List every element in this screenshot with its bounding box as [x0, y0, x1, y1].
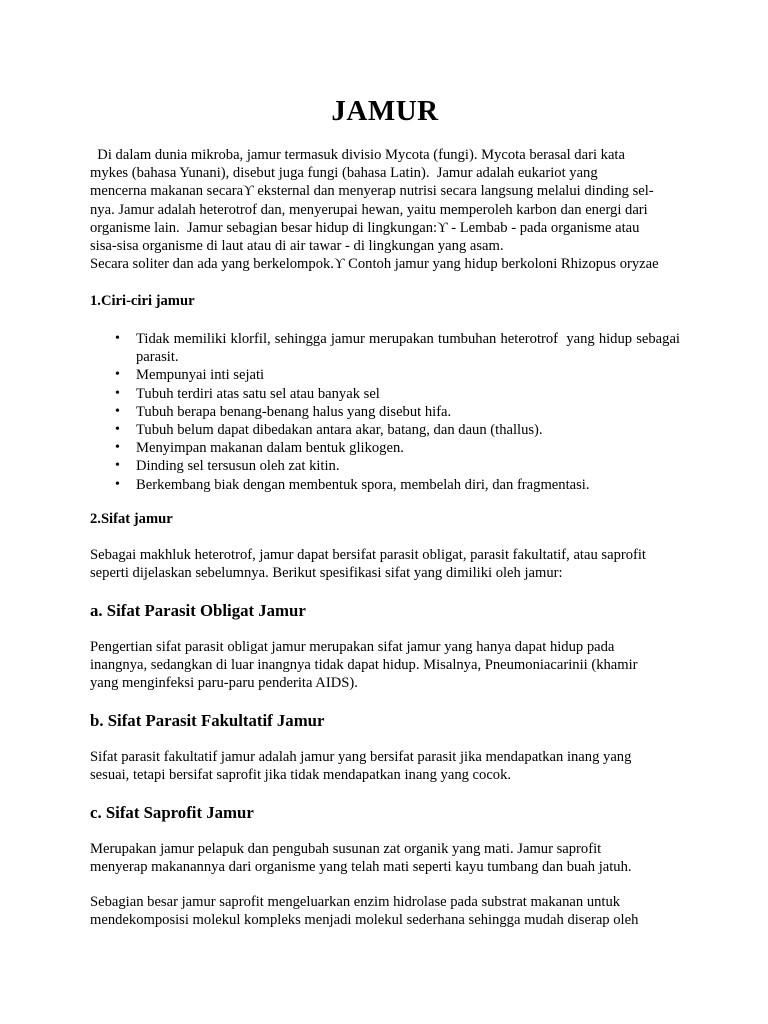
- list-item-text: Menyimpan makanan dalam bentuk glikogen.: [136, 440, 404, 457]
- text-line: sesuai, tetapi bersifat saprofit jika tidak mendapatkan inang yang cocok.: [90, 767, 512, 784]
- text-line: seperti dijelaskan sebelumnya. Berikut spesifikasi sifat yang dimiliki oleh jamur:: [90, 565, 563, 582]
- list-item-text: Berkembang biak dengan membentuk spora, membelah diri, dan fragmentasi.: [136, 476, 590, 493]
- text-line: Di dalam dunia mikroba, jamur termasuk divisio Mycota (fungi). Mycota berasal dari kata: [90, 147, 625, 163]
- sifat-paragraph: [90, 546, 680, 582]
- subheading-saprofit: c. Sifat Saprofit Jamur: [90, 803, 254, 822]
- list-item-text: Dinding sel tersusun oleh zat kitin.: [136, 458, 340, 475]
- saprofit-paragraph-2: [90, 893, 680, 929]
- text-line: Sebagai makhluk heterotrof, jamur dapat bersifat parasit obligat, parasit fakultatif, atau saprofit: [90, 547, 646, 563]
- text-line: inangnya, sedangkan di luar inangnya tidak dapat hidup. Misalnya, Pneumoniacarinii (khamir: [90, 657, 638, 674]
- text-line: menyerap makanannya dari organisme yang telah mati seperti kayu tumbang dan buah jatuh.: [90, 859, 632, 876]
- list-item-text: Tubuh terdiri atas satu sel atau banyak sel: [136, 385, 380, 402]
- list-item-text: Tidak memiliki klorfil, sehingga jamur merupakan tumbuhan heterotrof yang hidup sebagai parasit.: [136, 331, 684, 366]
- bullet-icon: •: [115, 331, 120, 346]
- ciri-list: [112, 330, 684, 494]
- list-item: [112, 476, 680, 494]
- subheading-parasit-fakultatif: b. Sifat Parasit Fakultatif Jamur: [90, 711, 325, 730]
- text-line: mendekomposisi molekul kompleks menjadi molekul sederhana sehingga mudah diserap oleh: [90, 912, 639, 929]
- list-item: [112, 385, 680, 403]
- text-line: Sebagian besar jamur saprofit mengeluarkan enzim hidrolase pada substrat makanan untuk: [90, 894, 621, 910]
- bullet-icon: •: [115, 476, 120, 492]
- text-line: nya. Jamur adalah heterotrof dan, menyerupai hewan, yaitu memperoleh karbon dan energi dari: [90, 201, 648, 218]
- text-line: Secara soliter dan ada yang berkelompok.ϒ Contoh jamur yang hidup berkoloni Rhizopus oryzae: [90, 256, 659, 273]
- bullet-icon: •: [115, 440, 120, 456]
- bullet-icon: •: [115, 367, 120, 383]
- bullet-icon: •: [115, 385, 120, 401]
- text-line: mykes (bahasa Yunani), disebut juga fungi (bahasa Latin). Jamur adalah eukariot yang: [90, 165, 598, 182]
- list-item: [112, 330, 684, 366]
- parasit-obligat-paragraph: [90, 638, 680, 693]
- bullet-icon: •: [115, 458, 120, 474]
- bullet-icon: •: [115, 422, 120, 438]
- list-item-text: Tubuh belum dapat dibedakan antara akar, batang, dan daun (thallus).: [136, 422, 543, 439]
- list-item-text: Tubuh berapa benang-benang halus yang disebut hifa.: [136, 403, 452, 420]
- list-item-text: Mempunyai inti sejati: [136, 367, 265, 384]
- list-item: [112, 403, 680, 421]
- list-item: [112, 366, 680, 384]
- text-line: mencerna makanan secaraϒ eksternal dan menyerap nutrisi secara langsung melalui dinding sel-: [90, 183, 654, 200]
- parasit-fakultatif-paragraph: [90, 748, 680, 784]
- section-heading-ciri: 1.Ciri-ciri jamur: [90, 293, 195, 309]
- page-title: JAMUR: [331, 95, 439, 127]
- list-item: [112, 439, 680, 457]
- saprofit-paragraph: [90, 840, 680, 876]
- text-line: Pengertian sifat parasit obligat jamur merupakan sifat jamur yang hanya dapat hidup pada: [90, 639, 615, 655]
- list-item: [112, 421, 680, 439]
- subheading-parasit-obligat: a. Sifat Parasit Obligat Jamur: [90, 601, 306, 620]
- text-line: sisa-sisa organisme di laut atau di air tawar - di lingkungan yang asam.: [90, 238, 504, 255]
- text-line: Merupakan jamur pelapuk dan pengubah susunan zat organik yang mati. Jamur saprofit: [90, 841, 602, 857]
- text-line: yang menginfeksi paru-paru penderita AIDS).: [90, 675, 358, 692]
- bullet-icon: •: [115, 403, 120, 419]
- list-item: [112, 457, 680, 475]
- section-heading-sifat: 2.Sifat jamur: [90, 511, 173, 527]
- text-line: organisme lain. Jamur sebagian besar hidup di lingkungan:ϒ - Lembab - pada organisme atau: [90, 219, 640, 236]
- text-line: Sifat parasit fakultatif jamur adalah jamur yang bersifat parasit jika mendapatkan inang yang: [90, 749, 632, 765]
- intro-paragraph: [90, 146, 680, 273]
